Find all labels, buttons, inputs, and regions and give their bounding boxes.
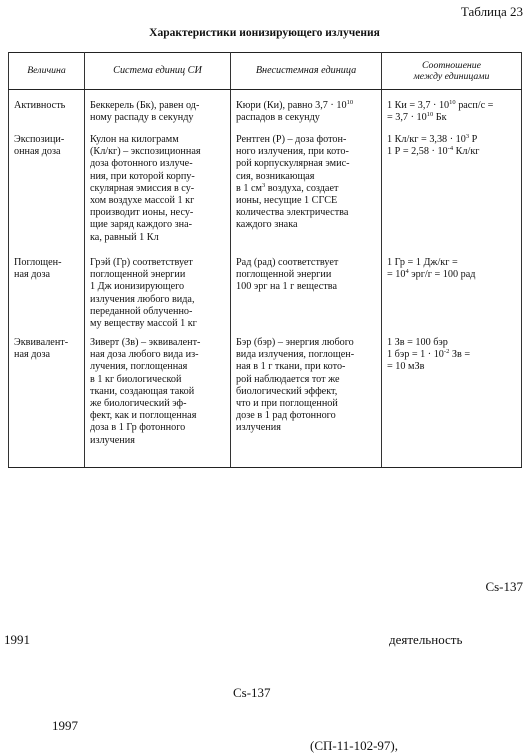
cell-line: 1 Зв = 100 бэр [387,337,448,348]
cell-line: щие заряд каждого зна- [90,219,193,231]
table-row-absorbed-dose [9,254,522,334]
cell-line: скулярная эмиссия в су- [90,182,195,194]
cell-line: Зиверт (Зв) – эквивалент- [90,337,201,348]
header-ratio-line: Соотношение [421,60,482,71]
cell-line: онная доза [14,146,61,158]
cell-line: фект, как и поглощенная [90,410,197,422]
table-number: Таблица 23 [460,4,523,19]
header-si-system: Система единиц СИ [85,53,231,90]
cell-line: Грэй (Гр) соответствует [90,257,193,268]
cell-line: 100 эрг на 1 г вещества [236,281,337,293]
cell-line: каждого знака [236,219,298,231]
cell-line: излучения [236,422,281,434]
cell-line: количества электричества [236,207,349,219]
cell-ratio [382,131,522,254]
cell-line: хом воздухе массой 1 кг [90,195,195,207]
cell-line: поглощенной энергии [236,269,332,281]
cell-line: = $3,7 \cdot 10^{10}$ Бк [387,111,447,124]
cell-line: 1 Дж ионизирующего [90,281,185,293]
cell-line: ткани, создающая такой [90,385,195,397]
table-row-equivalent-dose [9,334,522,468]
table-header-row [9,53,522,90]
header-nonsystem-unit: Внесистемная единица [231,53,382,90]
cell-line: излучения [90,434,135,446]
cell-ratio [382,254,522,334]
cell-line: переданной облученно- [90,305,193,317]
header-quantity: Величина [9,53,85,90]
cell-nonsystem [231,90,382,132]
cell-line: Беккерель (Бк), равен од- [90,100,200,111]
cell-line: 1 бэр = $1 \cdot 10^{-2}$ Зв = [387,348,471,361]
cell-line: му веществу массой 1 кг [90,318,197,330]
fragment-year: 1997 [52,718,78,733]
cell-si [85,131,231,254]
fragment-year: 1991 [4,632,30,647]
cell-line: ная доза [14,269,51,281]
cell-quantity [9,334,85,468]
cell-line: доза в 1 Гр фотонного [90,422,186,434]
cell-line: что и при поглощенной [236,398,338,410]
radiation-units-table [8,52,522,468]
cell-quantity [9,90,85,132]
cell-line: ка, равный 1 Кл [90,231,159,243]
cell-line: Эквивалент- [14,337,69,348]
cell-line: 1 $Кл/кг = 3,38 \cdot 10^3$ Р [387,133,478,145]
cell-line: ная доза любого вида из- [90,349,199,361]
cell-line: распадов в секунду [236,112,320,124]
cell-line: рой корпускулярная эмис- [236,158,350,170]
cell-line: Рад (рад) соответствует [236,257,339,268]
cell-line: поглощенной энергии [90,269,186,281]
cell-line: (Кл/кг) – экспозиционная [90,146,201,158]
cell-line: дозе в 1 рад фотонного [236,410,336,422]
cell-nonsystem [231,254,382,334]
cell-line: 1 Ки = $3,7 \cdot 10^{10}$ расп/с = [387,99,494,111]
fragment-cs137: Cs-137 [233,685,271,700]
table-body [9,90,522,468]
header-ratio [382,53,522,90]
cell-quantity [9,131,85,254]
cell-line: ная в 1 г ткани, при кото- [236,361,346,373]
cell-ratio [382,334,522,468]
header-ratio-line: между единицами [413,71,490,82]
cell-line: Рентген (Р) – доза фотон- [236,134,347,145]
cell-line: 1 $Р = 2,58 \cdot 10^{-4}$ Кл/кг [387,145,480,158]
cell-line: Активность [14,100,66,111]
cell-quantity [9,254,85,334]
table-caption: Характеристики ионизирующего излучения [149,27,380,39]
cell-line: же биологический эф- [90,398,187,410]
cell-line: вида излучения, поглощен- [236,349,355,361]
cell-line: рой наблюдается тот же [236,373,340,385]
cell-line: Кулон на килограмм [90,134,179,145]
cell-line: доза фотонного излуче- [90,158,193,170]
fragment-cs137: Cs-137 [485,579,523,594]
cell-line: Бэр (бэр) – энергия любого [236,337,354,348]
cell-nonsystem [231,334,382,468]
cell-si [85,334,231,468]
cell-si [85,254,231,334]
cell-line: ная доза [14,349,51,361]
cell-line: = 10 мЗв [387,361,425,373]
cell-line: ного излучения, при кото- [236,146,349,158]
cell-si [85,90,231,132]
cell-line: Экспозици- [14,134,65,145]
cell-line: ионы, несущие 1 СГСЕ [236,195,338,207]
cell-nonsystem [231,131,382,254]
cell-line: лучения, поглощенная [90,361,188,373]
table-row-exposure-dose [9,131,522,254]
cell-line: ному распаду в секунду [90,112,194,124]
table-row-activity [9,90,522,132]
cell-line: производит ионы, несу- [90,207,194,219]
cell-line: сия, возникающая [236,170,315,182]
cell-ratio [382,90,522,132]
cell-line: 1 Гр = 1 Дж/кг = [387,257,458,268]
cell-line: в 1 кг биологической [90,373,182,385]
fragment-reference: (СП-11-102-97), [310,738,398,753]
cell-line: ния, при которой корпу- [90,170,195,182]
cell-line: Поглощен- [14,257,62,268]
cell-line: излучения любого вида, [90,293,195,305]
cell-line: в 1 $см^3$ воздуха, создает [236,181,339,194]
cell-line: Кюри (Ки), равно $3,7 \cdot 10^{10}$ [236,99,354,111]
cell-line: биологический эффект, [236,385,338,397]
fragment-word: деятельность [389,632,463,647]
cell-line: = $10^4$ эрг/г = 100 рад [387,268,476,281]
